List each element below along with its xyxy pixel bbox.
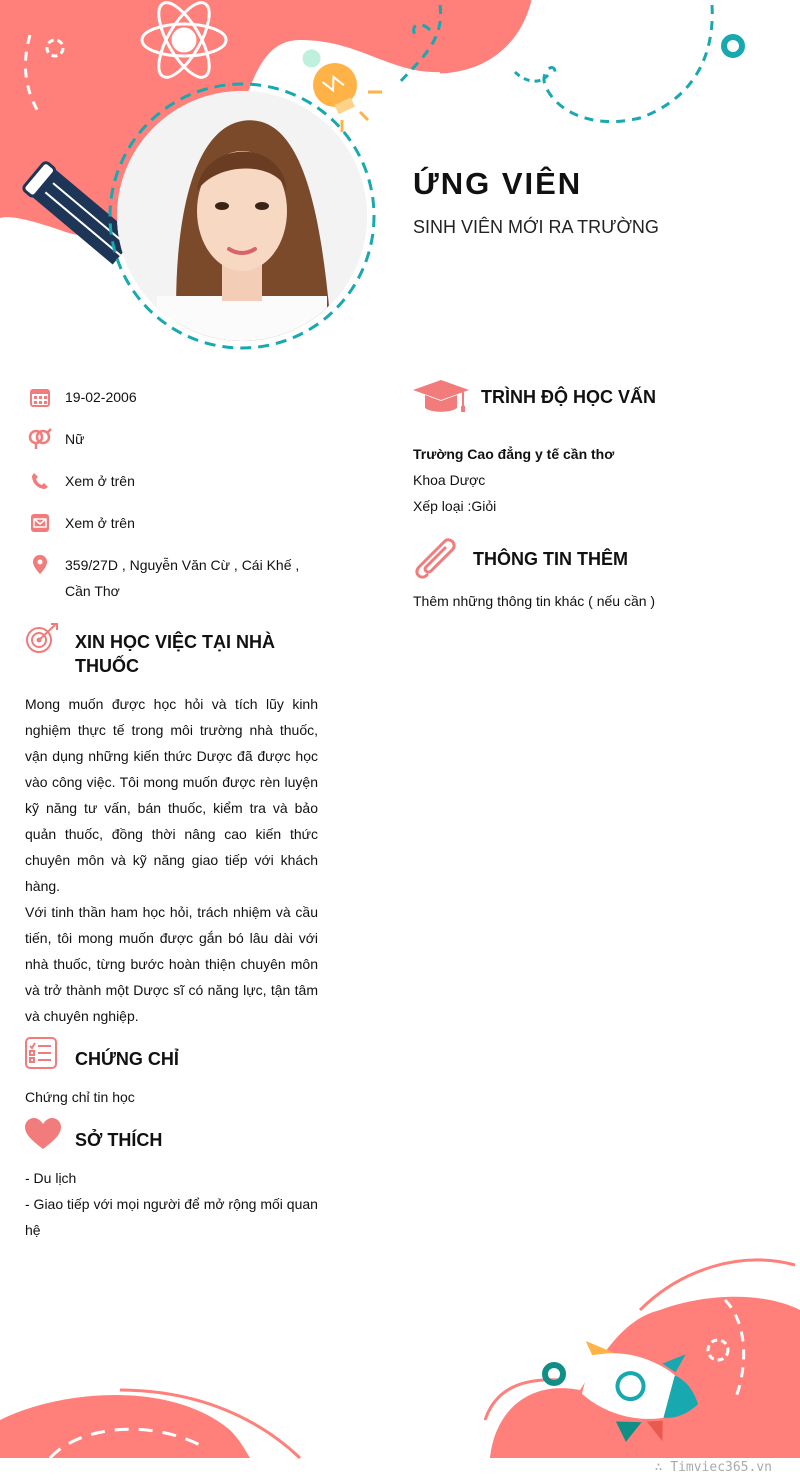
hobbies-header [25,1118,325,1155]
calendar-icon [28,384,52,410]
objective-header [25,622,325,678]
watermark: ∴ Timviec365.vn [654,1460,772,1475]
bottom-decoration [0,1240,800,1484]
objective-paragraph-2: Với tinh thần ham học hỏi, trách nhiệm và cầu tiến, tôi mong muốn được gắn bó lâu dài với nhà thuốc, từng bước hoàn thiện chuyên môn và trở thành một Dược sĩ có năng lực, tận tâm và chuyên nghiệp. [25,904,318,1024]
education-title: TRÌNH ĐỘ HỌC VẤN [481,387,656,407]
checklist-icon [25,1037,75,1074]
phone-value: Xem ở trên [65,473,135,489]
extra-title: THÔNG TIN THÊM [473,549,628,569]
extra-text: Thêm những thông tin khác ( nếu cần ) [413,593,656,609]
avatar [117,91,367,341]
candidate-position: SINH VIÊN MỚI RA TRƯỜNG [413,217,659,237]
objective-title: XIN HỌC VIỆC TẠI NHÀ THUỐC [75,632,276,676]
paperclip-icon [413,537,473,584]
contact-birthday [28,384,328,410]
gender-value: Nữ [65,431,85,447]
email-value: Xem ở trên [65,515,135,531]
ring-icon [724,37,742,55]
hobby-item: - Du lịch [25,1170,77,1186]
objective-text [25,691,318,1029]
education-major: Khoa Dược [413,472,486,488]
contact-gender [28,426,328,452]
extra-header [413,537,773,584]
birthday-value: 19-02-2006 [65,389,137,405]
contact-email [28,510,328,536]
hobby-item: - Giao tiếp với mọi người để mở rộng mối quan hệ [25,1196,318,1238]
avatar-frame [108,82,376,350]
education-grade: Xếp loại :Giỏi [413,498,497,514]
hobbies-text [25,1165,318,1243]
education-school: Trường Cao đẳng y tế cần thơ [413,446,615,462]
certificates-text: Chứng chỉ tin học [25,1089,135,1105]
target-icon [25,622,75,661]
heart-icon [25,1118,75,1155]
email-icon [28,510,52,536]
location-pin-icon [28,552,52,578]
contact-phone [28,468,328,494]
contact-list [28,384,328,620]
ring-icon [545,1365,563,1383]
gender-icon [28,426,52,452]
graduation-cap-icon [413,380,481,419]
certificates-header [25,1037,325,1074]
certificates-title: CHỨNG CHỈ [75,1049,179,1069]
contact-address [28,552,328,604]
phone-icon [28,468,52,494]
hobbies-title: SỞ THÍCH [75,1130,163,1150]
candidate-name: ỨNG VIÊN [413,166,583,201]
address-value: 359/27D , Nguyễn Văn Cừ , Cái Khế , Cần Thơ [65,557,300,599]
education-header [413,380,773,419]
objective-paragraph-1: Mong muốn được học hỏi và tích lũy kinh nghiệm thực tế trong môi trường nhà thuốc, vận dụng những kiến thức Dược đã được học vào công việc. Tôi mong muốn được rèn luyện kỹ năng tư vấn, bán thuốc, kiểm tra và bảo quản thuốc, đồng thời nâng cao kiến thức chuyên môn và kỹ năng giao tiếp với khách hàng. [25,696,318,894]
education-details [413,441,773,519]
